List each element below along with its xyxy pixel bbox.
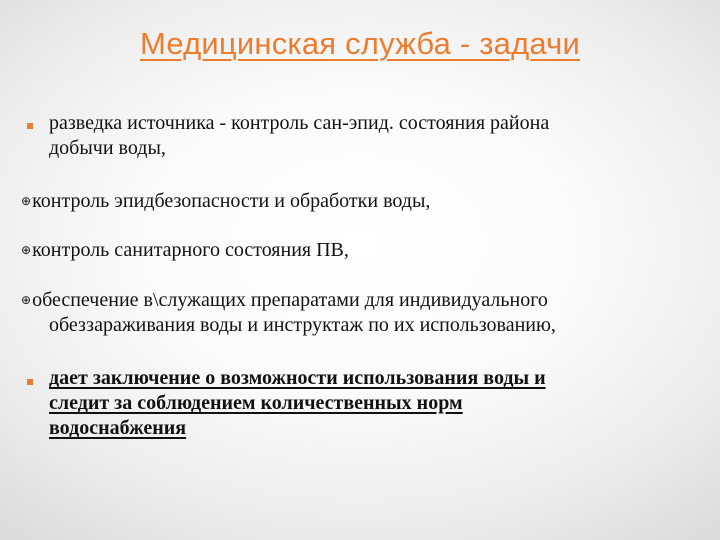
list-item-2-line-1: контроль эпидбезопасности и обработки воды, xyxy=(32,190,431,212)
list-item-3-line-1: контроль санитарного состояния ПВ, xyxy=(32,239,349,261)
list-item-1-line-2: добычи воды, xyxy=(49,137,166,159)
square-bullet-icon xyxy=(27,123,33,129)
circle-plus-bullet-icon: ⊕ xyxy=(21,194,32,208)
list-item-4-line-1: обеспечение в\служащих препаратами для индивидуального xyxy=(32,289,548,311)
list-item-1-line-1: разведка источника - контроль сан-эпид. состояния района xyxy=(49,112,550,134)
list-item-5 xyxy=(49,366,546,441)
list-item-2 xyxy=(21,189,430,214)
list-item-4 xyxy=(21,288,556,338)
circle-plus-bullet-icon: ⊕ xyxy=(21,293,32,307)
list-item-5-line-1: дает заключение о возможности использования воды и xyxy=(49,367,546,389)
square-bullet-icon xyxy=(27,379,33,385)
list-item-5-line-3: водоснабжения xyxy=(49,417,187,439)
circle-plus-bullet-icon: ⊕ xyxy=(21,243,32,257)
list-item-5-line-2: следит за соблюдением количественных норм xyxy=(49,392,463,414)
list-item-4-line-2: обеззараживания воды и инструктаж по их использованию, xyxy=(49,314,556,336)
slide-title: Медицинская служба - задачи xyxy=(139,26,581,61)
list-item-3 xyxy=(21,238,349,263)
list-item-1 xyxy=(49,111,549,161)
